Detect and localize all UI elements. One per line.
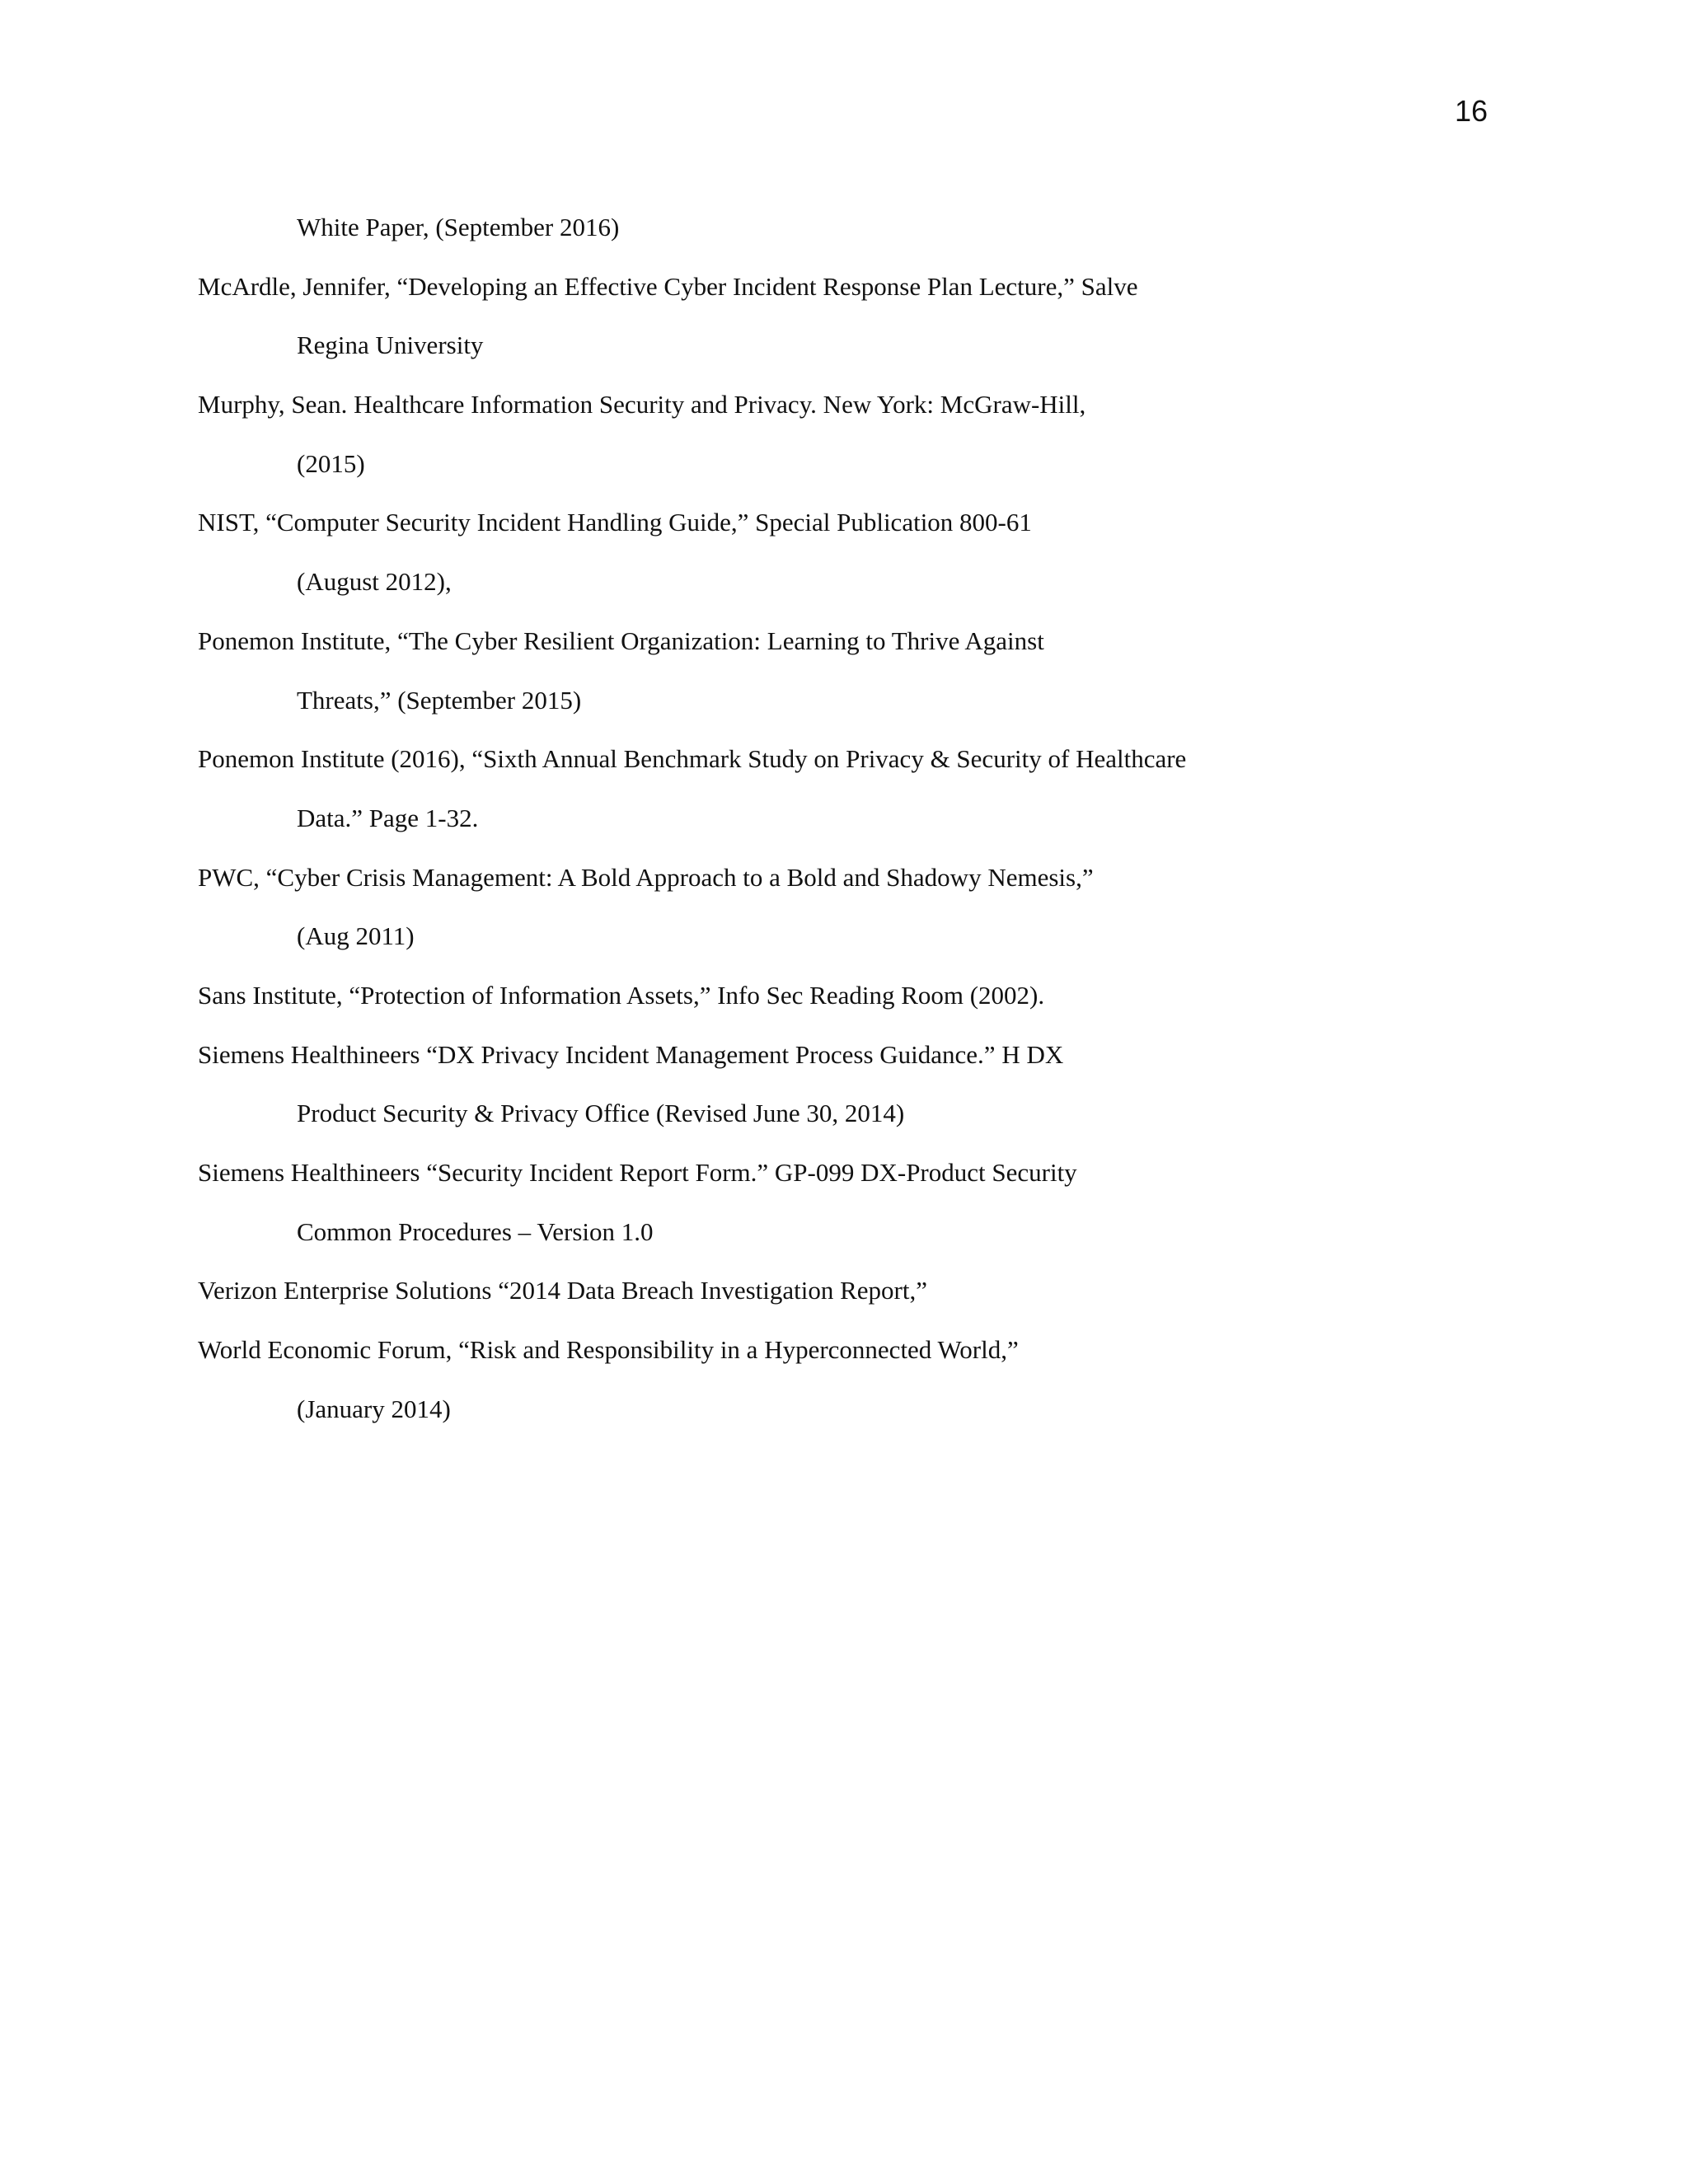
- reference-line: Ponemon Institute (2016), “Sixth Annual Benchmark Study on Privacy & Security of Healthcare: [198, 744, 1187, 774]
- reference-line: NIST, “Computer Security Incident Handling Guide,” Special Publication 800-61: [198, 508, 1032, 537]
- reference-line: White Paper, (September 2016): [297, 213, 620, 241]
- reference-line: World Economic Forum, “Risk and Responsibility in a Hyperconnected World,”: [198, 1335, 1019, 1365]
- reference-line: Murphy, Sean. Healthcare Information Security and Privacy. New York: McGraw-Hill,: [198, 390, 1086, 419]
- reference-line: (2015): [297, 448, 365, 478]
- reference-line: Product Security & Privacy Office (Revised June 30, 2014): [297, 1099, 905, 1128]
- reference-line: Threats,” (September 2015): [297, 685, 582, 715]
- reference-line: Ponemon Institute, “The Cyber Resilient Organization: Learning to Thrive Against: [198, 626, 1044, 655]
- reference-line: Common Procedures – Version 1.0: [297, 1216, 654, 1246]
- reference-line: McArdle, Jennifer, “Developing an Effective Cyber Incident Response Plan Lecture,” Salve: [198, 271, 1138, 301]
- references-list: [198, 198, 1484, 1438]
- reference-line: (January 2014): [297, 1394, 451, 1423]
- page-number: 16: [1454, 94, 1488, 128]
- reference-line: Data.” Page 1-32.: [297, 803, 479, 832]
- reference-line: (Aug 2011): [297, 921, 415, 951]
- reference-line: Verizon Enterprise Solutions “2014 Data Breach Investigation Report,”: [198, 1276, 927, 1305]
- reference-line: Siemens Healthineers “Security Incident Report Form.” GP-099 DX-Product Security: [198, 1158, 1077, 1187]
- reference-line: Siemens Healthineers “DX Privacy Incident Management Process Guidance.” H DX: [198, 1039, 1064, 1069]
- reference-line: PWC, “Cyber Crisis Management: A Bold Approach to a Bold and Shadowy Nemesis,”: [198, 862, 1094, 892]
- reference-line: Sans Institute, “Protection of Information Assets,” Info Sec Reading Room (2002).: [198, 980, 1045, 1010]
- reference-line: (August 2012),: [297, 567, 452, 597]
- reference-line: Regina University: [297, 330, 484, 360]
